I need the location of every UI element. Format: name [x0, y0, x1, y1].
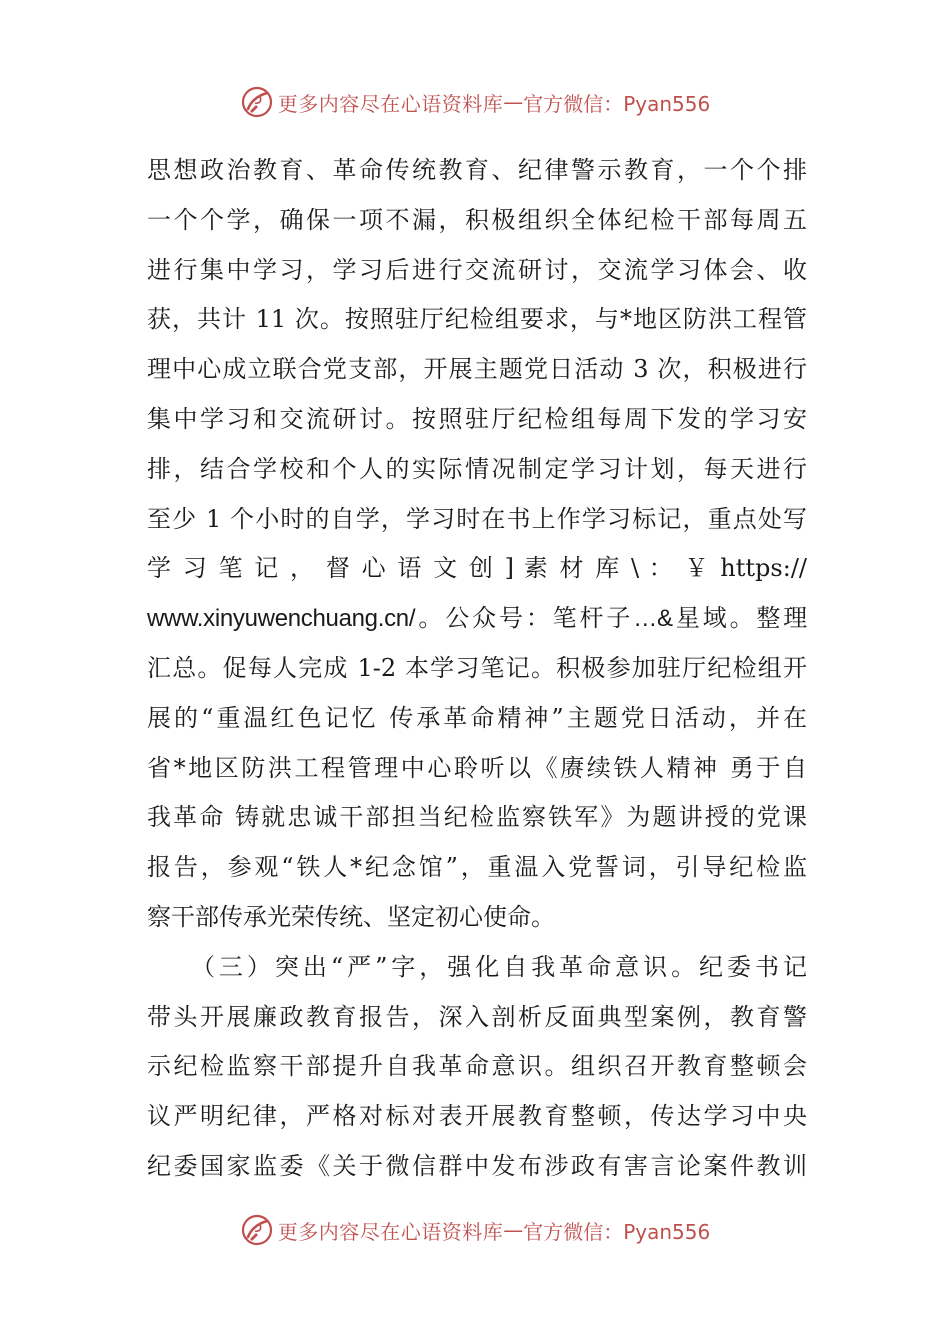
banner-text: 更多内容尽在心语资料库 — [277, 91, 504, 116]
body-line: 议严明纪律，严格对标对表开展教育整顿，传达学习中央 — [147, 1102, 807, 1131]
body-line: 思想政治教育、革命传统教育、纪律警示教育，一个个排 — [147, 156, 807, 184]
document-body — [147, 146, 807, 1192]
pen-swirl-logo-icon — [240, 85, 274, 119]
pen-swirl-logo-icon — [240, 1213, 274, 1247]
body-line: 我革命 铸就忠诚干部担当纪检监察铁军》为题讲授的党课 — [147, 803, 807, 832]
footer-watermark-banner — [0, 1212, 950, 1248]
body-line: 获，共计 11 次。按照驻厅纪检组要求，与*地区防洪工程管 — [147, 305, 807, 334]
body-line: 展的“重温红色记忆 传承革命精神”主题党日活动，并在 — [147, 703, 807, 732]
banner-separator: — — [503, 1218, 524, 1242]
body-line: 至少 1 个小时的自学，学习时在书上作学习标记，重点处写 — [147, 504, 807, 533]
header-watermark-banner — [0, 84, 950, 120]
body-line: 汇总。促每人完成 1-2 本学习笔记。积极参加驻厅纪检组开 — [147, 653, 807, 682]
body-line: 排，结合学校和个人的实际情况制定学习计划，每天进行 — [147, 454, 807, 483]
banner-separator: — — [503, 90, 524, 114]
banner-contact: 官方微信：Pyan556 — [523, 91, 711, 116]
body-line: 集中学习和交流研讨。按照驻厅纪检组每周下发的学习安 — [147, 404, 807, 433]
body-line: 理中心成立联合党支部，开展主题党日活动 3 次，积极进行 — [147, 355, 807, 384]
body-line: 报告，参观“铁人*纪念馆”，重温入党誓词，引导纪检监 — [147, 853, 807, 882]
body-line-url: www.xinyuwenchuang.cn/。公众号：笔杆子…&星域。整理 — [147, 605, 807, 633]
body-line: 带头开展廉政教育报告，深入剖析反面典型案例，教育警 — [147, 1002, 807, 1031]
body-line: 省*地区防洪工程管理中心聆听以《赓续铁人精神 勇于自 — [147, 753, 807, 782]
body-line: 纪委国家监委《关于微信群中发布涉政有害言论案件教训 — [147, 1151, 807, 1180]
body-line: 察干部传承光荣传统、坚定初心使命。 — [147, 902, 555, 931]
body-line: 进行集中学习，学习后进行交流研讨，交流学习体会、收 — [147, 255, 807, 284]
body-line: 示纪检监察干部提升自我革命意识。组织召开教育整顿会 — [147, 1052, 807, 1081]
banner-text: 更多内容尽在心语资料库 — [277, 1219, 504, 1244]
banner-contact: 官方微信：Pyan556 — [523, 1219, 711, 1244]
body-line: 学 习 笔 记 ， 督 心 语 文 创 ] 素 材 库 \ ： ￥ https:// — [147, 554, 807, 583]
section-heading-line: （三）突出“严”字，强化自我革命意识。纪委书记 — [147, 952, 807, 981]
body-line: 一个个学，确保一项不漏，积极组织全体纪检干部每周五 — [147, 205, 807, 234]
